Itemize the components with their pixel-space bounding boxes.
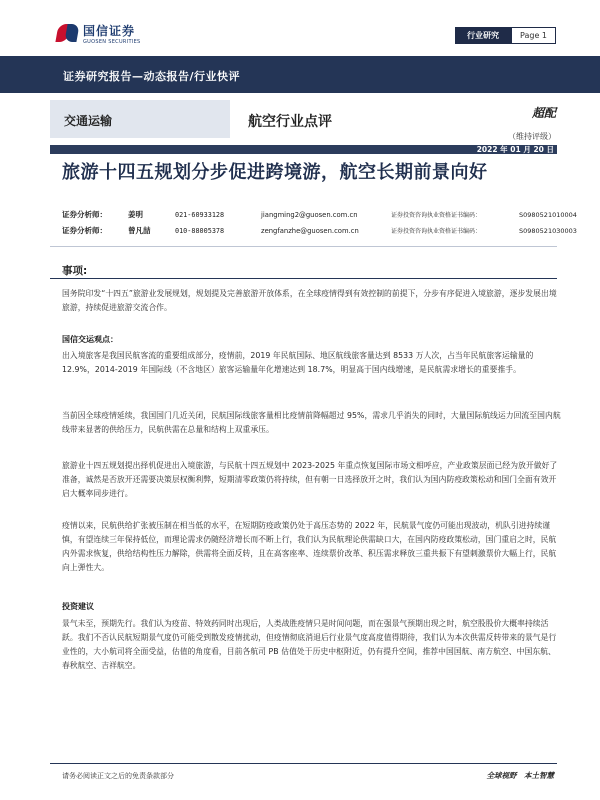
paragraph-5: 景气未至，预期先行。我们认为疫苗、特效药同时出现后，人类战胜疫情只是时间问题，而在强景气预期出现之时，航空股股价大概率持续活跃。我们不否认民航短期景气度仍可能受到散发疫情扰动，但疫情彻底消退后行业景气度高度值得期待，我们认为本次供需反转带来的景气是行业性的，大小航司将全面受益，估值的角度看，目前各航司 PB 估值处于历史中枢附近，仍有提升空间，推荐中国国航、南方航空、中国东航、春秋航空、吉祥航空。: [62, 619, 557, 670]
analyst-phone: 010-88005378: [175, 226, 225, 235]
analyst-cert-label: 证券投资咨询执业资格证书编码：: [391, 212, 482, 219]
analyst-cert-label: 证券投资咨询执业资格证书编码：: [391, 228, 482, 235]
paragraph-1: 出入境旅客是我国民航客流的重要组成部分，疫情前，2019 年民航国际、地区航线旅客量达到 8533 万人次，占当年民航旅客运输量的 12.9%，2014-2019 年国际线（不含地区）旅客运输量年化增速达到 18.7%，明显高于国内线增速，是民航需求增长的重要推手。: [62, 351, 534, 374]
analyst-phone: 021-60933128: [175, 210, 225, 219]
logo-english-name: GUOSEN SECURITIES: [83, 38, 141, 45]
paragraph-4: 疫情以来，民航供给扩张被压制在相当低的水平，在短期防疫政策仍处于高压态势的 2022 年，民航景气度仍可能出现波动，机队引进持续谨慎，有望连续三年保持低位，而理论需求仍随经济增长而不断上行，我们认为民航理论供需缺口大，在国内防疫政策松动，国门重启之时，民航内外需求恢复，供给结构性压力解除，供需将全面反转，且在高客座率、连续票价改革、积压需求释放三重共振下有望刺激票价大幅上行，民航向上弹性大。: [62, 521, 557, 572]
report-type: 航空行业点评: [248, 114, 332, 130]
analyst-email: jiangming2@guosen.com.cn: [261, 210, 358, 219]
event-paragraph: 国务院印发“十四五”旅游业发展规划，规划提及完善旅游开放体系，在全球疫情得到有效控制的前提下，分步有序促进入境旅游，逐步发展出境旅游，持续促进旅游交流合作。: [62, 289, 557, 312]
page-number-tab: Page 1: [511, 27, 556, 44]
analyst-row: [62, 225, 577, 236]
report-title: 旅游十四五规划分步促进跨境游，航空长期前景向好: [62, 162, 488, 183]
analyst-cert-number: S0980521010004: [519, 210, 577, 219]
analyst-email: zengfanzhe@guosen.com.cn: [261, 226, 359, 235]
section-title-event: 事项:: [62, 265, 88, 277]
report-category-tab: 行业研究: [455, 27, 511, 44]
footer-slogan: 全球视野 本土智慧: [486, 771, 554, 780]
disclaimer-note: 请务必阅读正文之后的免责条款部分: [62, 772, 174, 780]
divider: [50, 246, 557, 247]
banner-text: 证券研究报告—动态报告/行业快评: [63, 70, 241, 83]
analyst-role: 证券分析师：: [62, 210, 107, 219]
analyst-role: 证券分析师：: [62, 226, 107, 235]
paragraph-2: 当前因全球疫情延续，我国国门几近关闭，民航国际线旅客量相比疫情前降幅超过 95%，需求几乎消失的同时，大量国际航线运力回流至国内航线带来显著的供给压力，民航供需在总量和结构上双重承压。: [62, 411, 561, 434]
footer-divider: [50, 763, 557, 764]
analyst-cert-number: S0980521030003: [519, 226, 577, 235]
header-tabs: [455, 27, 556, 44]
analyst-name: 曾凡喆: [128, 226, 151, 235]
advice-heading: 投资建议: [62, 602, 94, 611]
sector-label: 交通运输: [64, 114, 113, 128]
analyst-row: [62, 209, 577, 220]
company-logo: [57, 18, 141, 48]
section-divider: [50, 278, 557, 279]
paragraph-3: 旅游业十四五规划提出择机促进出入境旅游，与民航十四五规划中 2023-2025 年重点恢复国际市场文相呼应，产业政策层面已经为放开做好了准备，诚然是否放开还需要决策层权衡利弊，短期清零政策仍将持续，但有朝一日选择放开之时，我们认为国内防疫政策松动和国门全面有效开启大概率同步进行。: [62, 461, 558, 498]
rating-label: 超配: [531, 106, 556, 120]
report-date: 2022 年 01 月 20 日: [476, 145, 554, 154]
logo-mark-icon: [57, 22, 79, 44]
analyst-name: 姜明: [128, 210, 143, 219]
logo-chinese-name: 国信证券: [83, 23, 136, 38]
comment-heading: 国信交运观点：: [62, 335, 118, 344]
rating-note: （维持评级）: [508, 132, 556, 141]
